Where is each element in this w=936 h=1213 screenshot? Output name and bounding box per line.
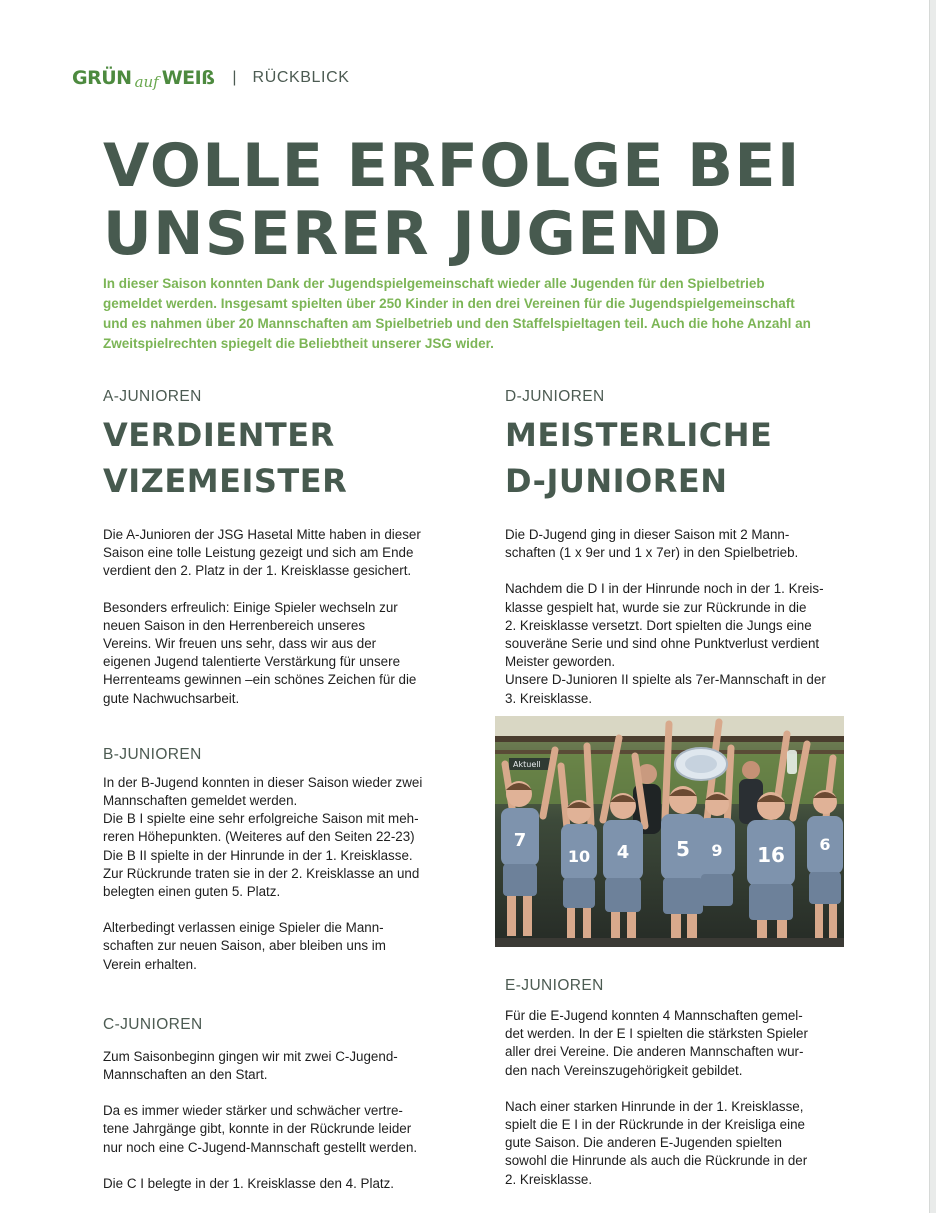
text-line: Zum Saisonbeginn gingen wir mit zwei C-Jugend- [103,1048,398,1064]
intro-line: Zweitspielrechten spiegelt die Beliebtheit unserer JSG wider. [103,336,494,351]
text-line: gute Nachwuchsarbeit. [103,690,240,706]
text-line: aller drei Vereine. Die anderen Mannschaften wur- [505,1044,804,1060]
text-line: Die C I belegte in der 1. Kreisklasse den 4. Platz. [103,1175,395,1191]
e-juniors-section [505,975,850,1189]
jersey-number: 4 [616,842,630,863]
title-line: VOLLE ERFOLGE BEI [103,131,801,201]
page-title [103,132,801,268]
jersey-number: 5 [676,837,690,861]
headline-line: MEISTERLICHE [505,416,773,454]
logo-text-gruen: GRÜN [72,67,132,89]
text-line: den nach Vereinszugehörigkeit gebildet. [505,1062,743,1078]
text-line: Saison eine tolle Leistung gezeigt und sich am Ende [103,545,414,561]
text-line: Besonders erfreulich: Einige Spieler wechseln zur [103,599,398,615]
c-juniors-paragraph-3 [103,1175,448,1193]
text-line: klasse gespielt hat, wurde sie zur Rückrunde in die [505,599,807,615]
text-line: Mannschaften gemeldet werden. [103,793,298,809]
text-line: Meister geworden. [505,654,616,670]
text-line: Nach einer starken Hinrunde in der 1. Kreisklasse, [505,1098,804,1114]
intro-line: und es nahmen über 20 Mannschaften am Spielbetrieb und den Staffelspieltagen teil. Auch die hohe Anzahl an [103,316,811,331]
text-line: Alterbedingt verlassen einige Spieler die Mann- [103,920,384,936]
headline-line: VERDIENTER [103,416,335,454]
b-juniors-paragraph-1 [103,774,448,901]
d-juniors-paragraph-1 [505,526,850,562]
logo-text-auf: auf [134,73,159,91]
section-label: RÜCKBLICK [252,69,350,86]
jersey-number: 6 [819,835,831,854]
text-line: Die D-Jugend ging in dieser Saison mit 2 Mann- [505,527,790,542]
a-juniors-paragraph-2 [103,599,448,708]
text-line: 2. Kreisklasse. [505,1171,593,1187]
page-header [72,64,350,92]
magazine-logo [72,67,214,89]
team-photo-illustration [495,716,844,947]
text-line: Zur Rückrunde traten sie in der 2. Kreisklasse an und [103,865,420,881]
intro-paragraph [103,274,829,354]
e-juniors-paragraph-1 [505,1007,850,1080]
text-line: nur noch eine C-Jugend-Mannschaft gestellt werden. [103,1139,418,1155]
headline-line: D-JUNIOREN [505,462,728,500]
photo-sign-text: Aktuell [513,760,541,769]
jersey-number: 9 [711,841,723,860]
text-line: souveräne Serie und sind ohne Punktverlust verdient [505,636,820,652]
text-line: Unsere D-Junioren II spielte als 7er-Mannschaft in der [505,672,826,688]
a-juniors-category: A-JUNIOREN [103,388,202,405]
intro-line: gemeldet werden. Insgesamt spielten über 250 Kinder in den drei Vereinen für die Jugendspielgemeinschaft [103,296,795,311]
title-line: UNSERER JUGEND [103,199,723,269]
jersey-number: 16 [757,843,785,867]
logo-text-weiss: WEIß [161,67,215,89]
a-juniors-paragraph-1 [103,526,448,581]
text-line: Für die E-Jugend konnten 4 Mannschaften gemel- [505,1008,803,1023]
text-line: eigenen Jugend talentierte Verstärkung für unsere [103,654,401,670]
jersey-number: 10 [567,847,591,866]
text-line: In der B-Jugend konnten in dieser Saison wieder zwei [103,774,423,790]
text-line: Herrenteams gewinnen –ein schönes Zeichen für die [103,672,417,688]
jersey-number: 7 [513,830,527,851]
text-line: 3. Kreisklasse. [505,690,593,706]
text-line: belegten einen guten 5. Platz. [103,884,281,900]
e-juniors-paragraph-2 [505,1098,850,1189]
text-line: spielt die E I in der Rückrunde in der Kreisliga eine [505,1117,805,1133]
headline-line: VIZEMEISTER [103,462,348,500]
text-line: Mannschaften an den Start. [103,1067,268,1083]
text-line: Die B II spielte in der Hinrunde in der 1. Kreisklasse. [103,847,413,863]
text-line: reren Höhepunkten. (Weiteres auf den Seiten 22-23) [103,829,415,845]
text-line: Nachdem die D I in der Hinrunde noch in der 1. Kreis- [505,581,824,597]
text-line: det werden. In der E I spielten die stärksten Spieler [505,1026,808,1042]
text-line: Da es immer wieder stärker und schwächer vertre- [103,1103,403,1119]
a-juniors-headline [103,412,448,504]
c-juniors-paragraph-2 [103,1102,448,1157]
header-separator: | [232,69,237,86]
text-line: Vereins. Wir freuen uns sehr, dass wir aus der [103,636,377,652]
text-line: verdient den 2. Platz in der 1. Kreisklasse gesichert. [103,563,412,579]
b-juniors-category: B-JUNIOREN [103,745,202,763]
b-juniors-paragraph-2 [103,919,448,974]
text-line: Die B I spielte eine sehr erfolgreiche Saison mit meh- [103,811,419,827]
text-line: neuen Saison in den Herrenbereich unseres [103,617,366,633]
d-juniors-category: D-JUNIOREN [505,388,605,405]
d-juniors-paragraph-2 [505,580,850,707]
text-line: Die A-Junioren der JSG Hasetal Mitte haben in dieser [103,527,421,542]
text-line: Verein erhalten. [103,956,197,972]
c-juniors-paragraph-1 [103,1048,448,1084]
right-column [505,386,850,708]
e-juniors-category: E-JUNIOREN [505,977,604,994]
text-line: tene Jahrgänge gibt, konnte in der Rückrunde leider [103,1121,412,1137]
text-line: sowohl die Hinrunde als auch die Rückrunde in der [505,1153,808,1169]
text-line: 2. Kreisklasse versetzt. Dort spielten die Jungs eine [505,617,812,633]
d-juniors-headline [505,412,850,504]
text-line: schaften zur neuen Saison, aber bleiben uns im [103,938,386,954]
left-column [103,386,448,1193]
text-line: schaften (1 x 9er und 1 x 7er) in den Spielbetrieb. [505,545,799,561]
c-juniors-category: C-JUNIOREN [103,1015,203,1033]
intro-line: In dieser Saison konnten Dank der Jugendspielgemeinschaft wieder alle Jugenden für den Spielbetrieb [103,276,765,291]
page-edge [929,0,936,1213]
team-photo [495,716,844,947]
text-line: gute Saison. Die anderen E-Jugenden spielten [505,1135,782,1151]
